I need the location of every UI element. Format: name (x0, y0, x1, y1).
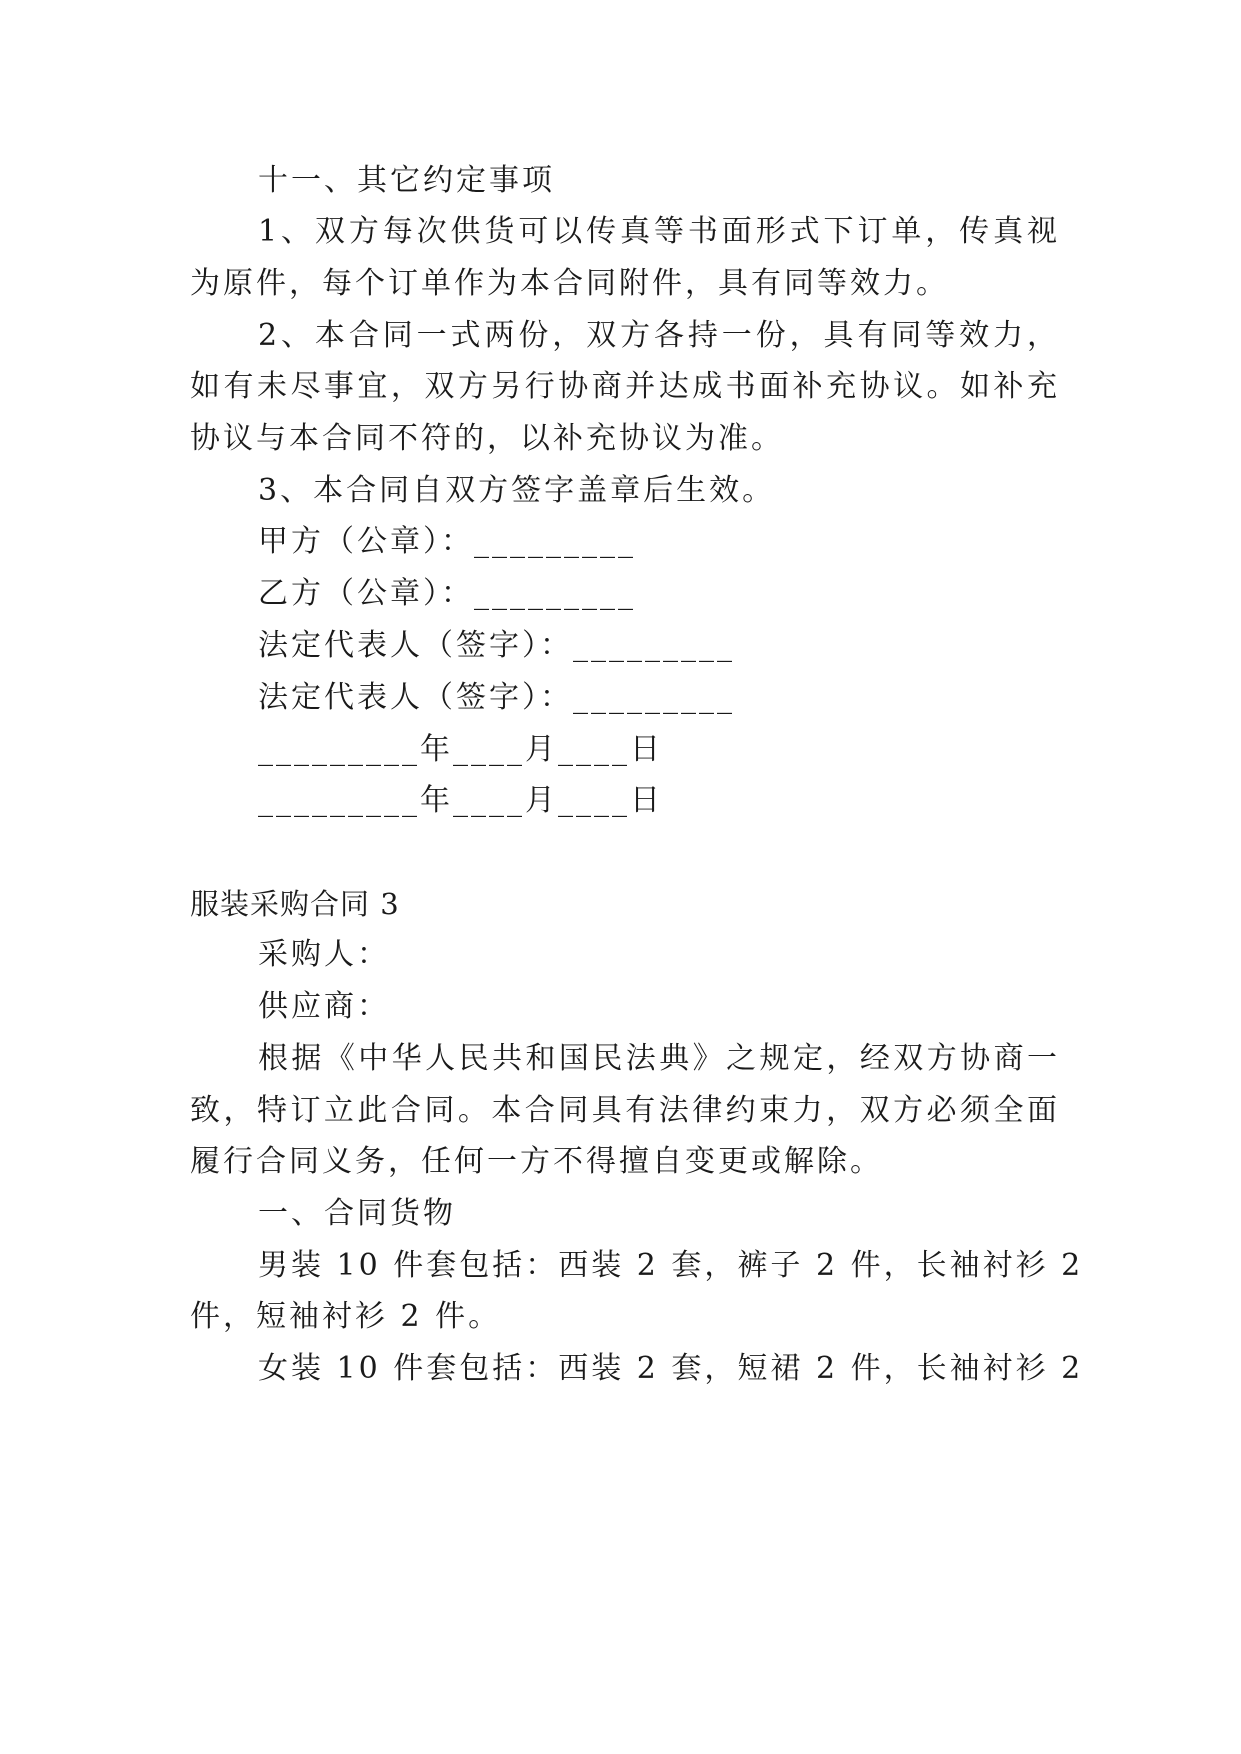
purchaser-label: 采购人： (258, 937, 390, 972)
clause-2-line-3: 协议与本合同不符的，以补充协议为准。 (190, 421, 784, 456)
menswear-line-2: 件，短袖衬衫 2 件。 (190, 1299, 502, 1334)
supplier-label: 供应商： (258, 989, 390, 1024)
clause-3: 3、本合同自双方签字盖章后生效。 (258, 473, 776, 508)
signature-date-2: _________年____月____日 (258, 783, 663, 818)
party-b-seal-field: 乙方（公章）：_________ (258, 576, 636, 611)
preamble-line-2: 致，特订立此合同。本合同具有法律约束力，双方必须全面 (190, 1093, 1060, 1128)
clause-2-line-2: 如有未尽事宜，双方另行协商并达成书面补充协议。如补充 (190, 369, 1060, 404)
legal-representative-signature-2: 法定代表人（签字）：_________ (258, 680, 735, 715)
party-a-seal-field: 甲方（公章）：_________ (258, 524, 636, 559)
preamble-line-3: 履行合同义务，任何一方不得擅自变更或解除。 (190, 1144, 883, 1179)
legal-representative-signature-1: 法定代表人（签字）：_________ (258, 628, 735, 663)
contract-3-title: 服装采购合同 3 (190, 887, 400, 921)
preamble-line-1: 根据《中华人民共和国民法典》之规定，经双方协商一 (258, 1041, 1060, 1076)
womenswear-line-1: 女装 10 件套包括：西装 2 套，短裙 2 件，长袖衬衫 2 (258, 1351, 1084, 1386)
menswear-line-1: 男装 10 件套包括：西装 2 套，裤子 2 件，长袖衬衫 2 (258, 1248, 1084, 1283)
signature-date-1: _________年____月____日 (258, 732, 663, 767)
clause-2-line-1: 2、本合同一式两份，双方各持一份，具有同等效力， (258, 318, 1060, 353)
clause-1-line-2: 为原件，每个订单作为本合同附件，具有同等效力。 (190, 266, 949, 301)
section-heading-other-terms: 十一、其它约定事项 (258, 163, 555, 198)
section-heading-contract-goods: 一、合同货物 (258, 1196, 456, 1231)
clause-1-line-1: 1、双方每次供货可以传真等书面形式下订单，传真视 (258, 214, 1060, 249)
